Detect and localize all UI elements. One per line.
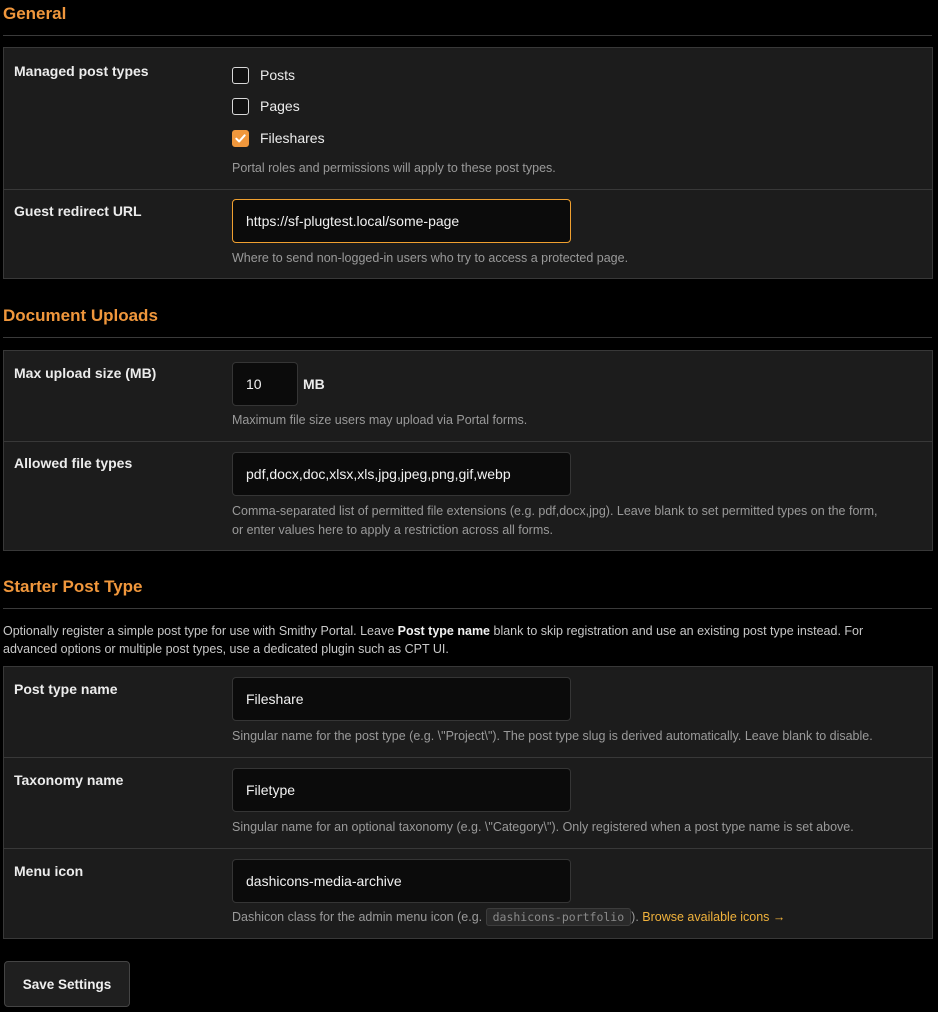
pages-checkbox[interactable] xyxy=(232,98,249,115)
checkmark-icon xyxy=(234,132,247,145)
max-upload-size-row xyxy=(4,351,932,442)
taxonomy-name-label: Taxonomy name xyxy=(14,772,124,788)
section-title-general: General xyxy=(3,4,67,23)
post-type-name-label: Post type name xyxy=(14,681,118,697)
starter-intro-text-cont: blank to skip registration and use an existing post type instead. For xyxy=(490,624,864,638)
allowed-file-types-row xyxy=(4,442,932,550)
guest-redirect-label: Guest redirect URL xyxy=(14,203,142,219)
max-upload-size-input[interactable]: 10 xyxy=(232,362,298,406)
posts-checkbox[interactable] xyxy=(232,67,249,84)
allowed-file-types-label: Allowed file types xyxy=(14,455,133,471)
section-divider xyxy=(3,608,932,609)
guest-redirect-url-input[interactable]: https://sf-plugtest.local/some-page xyxy=(232,199,571,243)
managed-post-types-help: Portal roles and permissions will apply to these post types. xyxy=(232,161,556,175)
general-panel xyxy=(3,47,933,279)
checkbox-option-pages[interactable] xyxy=(232,96,300,116)
menu-icon-label: Menu icon xyxy=(14,863,84,879)
fileshares-checkbox-label[interactable]: Fileshares xyxy=(260,130,325,146)
section-divider xyxy=(3,337,932,338)
taxonomy-name-input[interactable]: Filetype xyxy=(232,768,571,812)
max-upload-size-label: Max upload size (MB) xyxy=(14,365,157,381)
posts-checkbox-label[interactable]: Posts xyxy=(260,67,296,83)
managed-post-types-label: Managed post types xyxy=(14,63,149,79)
save-settings-button[interactable]: Save Settings xyxy=(4,961,130,1007)
max-upload-size-unit: MB xyxy=(303,376,325,392)
allowed-file-types-help-line1: Comma-separated list of permitted file extensions (e.g. pdf,docx,jpg). Leave blank to set permitted types on the form, xyxy=(232,504,878,518)
taxonomy-name-row xyxy=(4,758,932,849)
taxonomy-name-help: Singular name for an optional taxonomy (e.g. \"Category\"). Only registered when a post type name is set above. xyxy=(232,820,854,834)
post-type-name-help: Singular name for the post type (e.g. \"Project\"). The post type slug is derived automatically. Leave blank to disable. xyxy=(232,729,873,743)
dashicons-code-sample: dashicons-portfolio xyxy=(486,908,632,926)
checkbox-option-posts[interactable] xyxy=(232,65,295,85)
guest-redirect-row xyxy=(4,190,932,280)
menu-icon-input[interactable]: dashicons-media-archive xyxy=(232,859,571,903)
starter-post-type-panel xyxy=(3,666,933,939)
fileshares-checkbox[interactable] xyxy=(232,130,249,147)
pages-checkbox-label[interactable]: Pages xyxy=(260,98,300,114)
starter-intro-line2: advanced options or multiple post types, use a dedicated plugin such as CPT UI. xyxy=(3,642,449,656)
managed-post-types-row xyxy=(4,48,932,190)
starter-intro-line1 xyxy=(3,622,928,640)
browse-icons-link[interactable]: Browse available icons → xyxy=(642,910,786,924)
starter-intro-bold: Post type name xyxy=(397,624,491,638)
menu-icon-help-suffix: ). xyxy=(631,910,643,924)
menu-icon-row xyxy=(4,849,932,938)
allowed-file-types-input[interactable]: pdf,docx,doc,xlsx,xls,jpg,jpeg,png,gif,webp xyxy=(232,452,571,496)
section-title-document-uploads: Document Uploads xyxy=(3,306,158,325)
post-type-name-row xyxy=(4,667,932,758)
section-title-starter-post-type: Starter Post Type xyxy=(3,577,143,596)
allowed-file-types-help-line2: or enter values here to apply a restriction across all forms. xyxy=(232,523,553,537)
menu-icon-help xyxy=(232,908,785,927)
starter-intro-text: Optionally register a simple post type for use with Smithy Portal. Leave xyxy=(3,624,398,638)
document-uploads-panel xyxy=(3,350,933,551)
max-upload-size-help: Maximum file size users may upload via Portal forms. xyxy=(232,413,528,427)
post-type-name-input[interactable]: Fileshare xyxy=(232,677,571,721)
menu-icon-help-prefix: Dashicon class for the admin menu icon (e.g. xyxy=(232,910,486,924)
checkbox-option-fileshares[interactable] xyxy=(232,128,325,148)
section-divider xyxy=(3,35,932,36)
guest-redirect-help: Where to send non-logged-in users who try to access a protected page. xyxy=(232,251,629,265)
